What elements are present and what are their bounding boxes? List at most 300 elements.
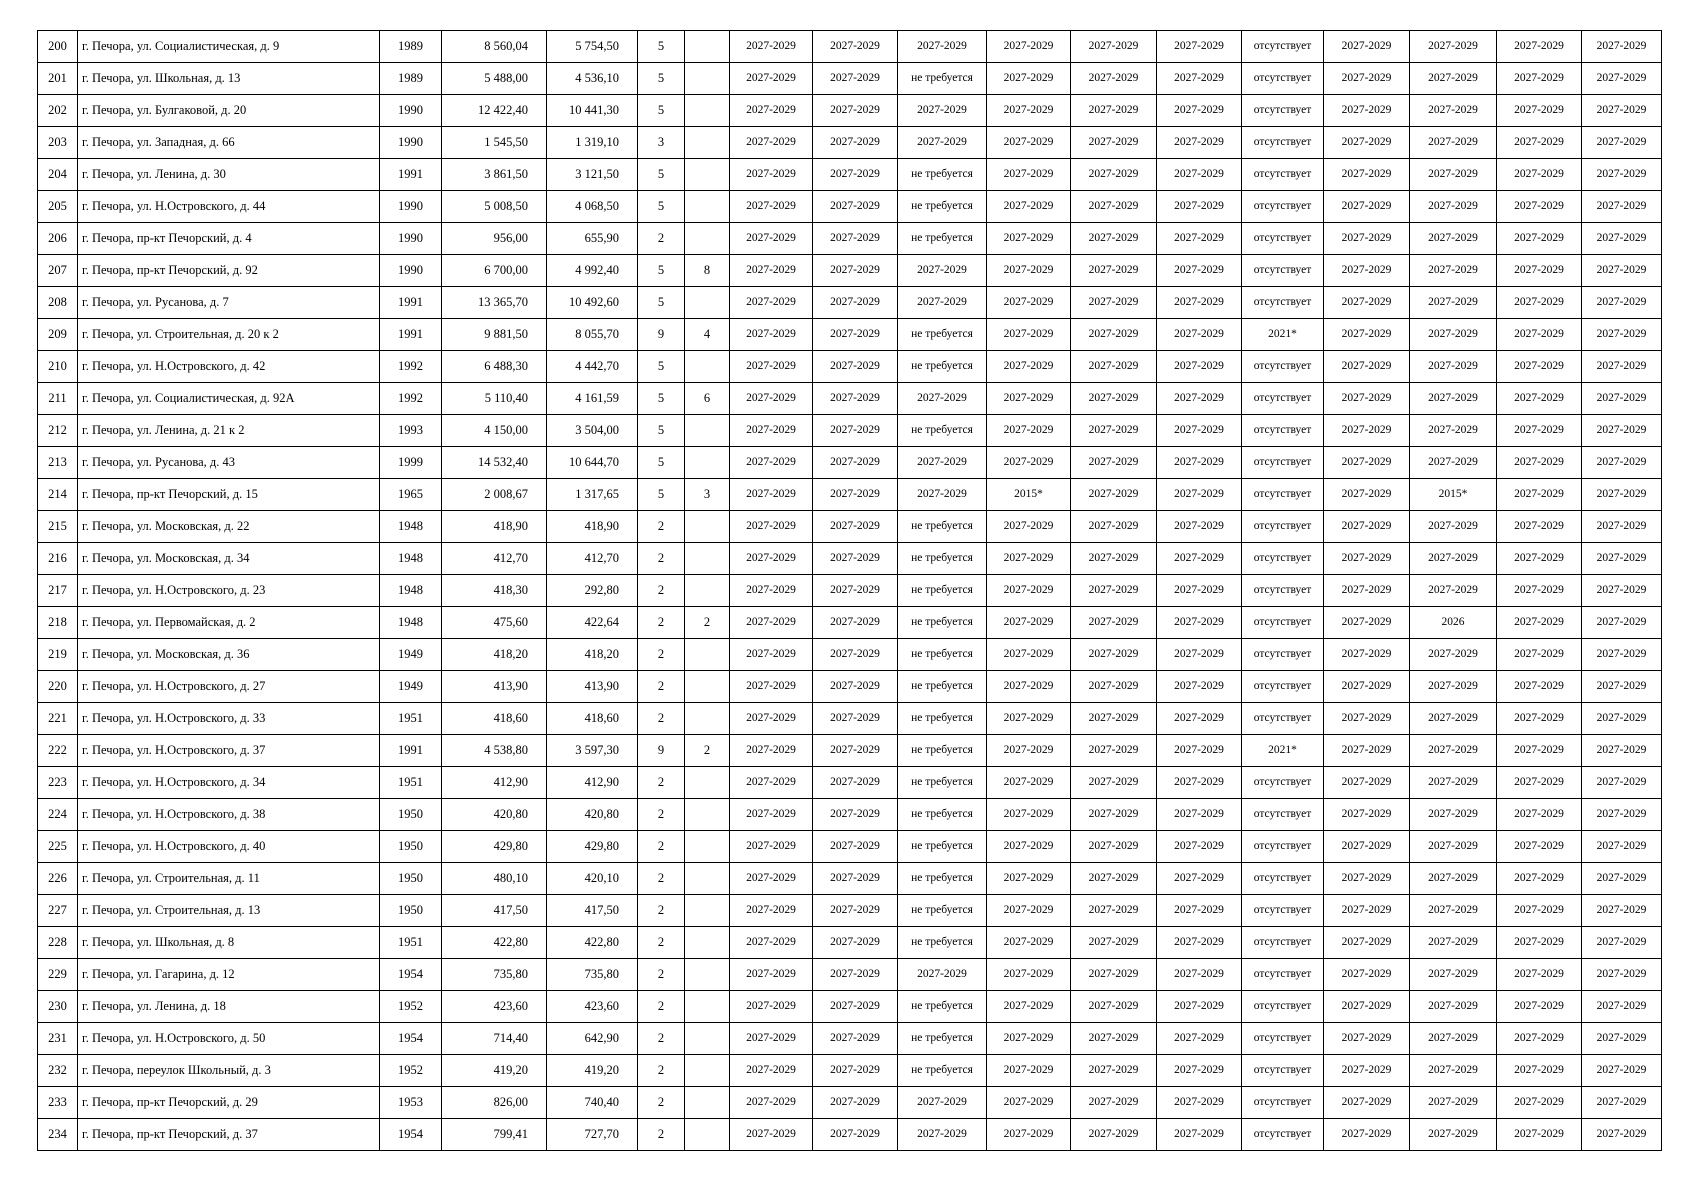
work-period-cell-7: отсутствует (1242, 799, 1324, 831)
work-period-cell-9: 2027-2029 (1410, 159, 1497, 191)
table-row (38, 831, 1662, 863)
work-period-cell-3: 2027-2029 (898, 287, 987, 319)
work-period-cell-3: 2027-2029 (898, 127, 987, 159)
work-period-cell-1: 2027-2029 (730, 383, 813, 415)
floors-cell: 5 (638, 159, 685, 191)
work-period-cell-4: 2027-2029 (987, 255, 1071, 287)
floors-cell: 2 (638, 767, 685, 799)
total-area-cell: 422,80 (442, 927, 547, 959)
work-period-cell-7: отсутствует (1242, 223, 1324, 255)
work-period-cell-5: 2027-2029 (1071, 671, 1157, 703)
work-period-cell-1: 2027-2029 (730, 287, 813, 319)
address-cell: г. Печора, ул. Н.Островского, д. 27 (78, 671, 380, 703)
work-period-cell-8: 2027-2029 (1324, 351, 1410, 383)
living-area-cell: 1 317,65 (547, 479, 638, 511)
row-number-cell: 205 (38, 191, 78, 223)
work-period-cell-11: 2027-2029 (1582, 319, 1662, 351)
extra-count-cell: 3 (685, 479, 730, 511)
total-area-cell: 8 560,04 (442, 31, 547, 63)
work-period-cell-11: 2027-2029 (1582, 671, 1662, 703)
year-cell: 1999 (380, 447, 442, 479)
work-period-cell-5: 2027-2029 (1071, 383, 1157, 415)
work-period-cell-8: 2027-2029 (1324, 703, 1410, 735)
work-period-cell-3: 2027-2029 (898, 447, 987, 479)
living-area-cell: 727,70 (547, 1119, 638, 1151)
work-period-cell-9: 2027-2029 (1410, 1087, 1497, 1119)
work-period-cell-9: 2026 (1410, 607, 1497, 639)
living-area-cell: 4 442,70 (547, 351, 638, 383)
work-period-cell-4: 2027-2029 (987, 319, 1071, 351)
row-number-cell: 210 (38, 351, 78, 383)
work-period-cell-3: не требуется (898, 1023, 987, 1055)
work-period-cell-11: 2027-2029 (1582, 127, 1662, 159)
floors-cell: 3 (638, 127, 685, 159)
work-period-cell-2: 2027-2029 (813, 415, 898, 447)
table-row (38, 191, 1662, 223)
work-period-cell-10: 2027-2029 (1497, 959, 1582, 991)
extra-count-cell: 2 (685, 735, 730, 767)
work-period-cell-3: не требуется (898, 863, 987, 895)
work-period-cell-7: отсутствует (1242, 1087, 1324, 1119)
address-cell: г. Печора, ул. Первомайская, д. 2 (78, 607, 380, 639)
year-cell: 1950 (380, 895, 442, 927)
extra-count-cell (685, 1023, 730, 1055)
work-period-cell-2: 2027-2029 (813, 703, 898, 735)
total-area-cell: 6 700,00 (442, 255, 547, 287)
work-period-cell-1: 2027-2029 (730, 671, 813, 703)
work-period-cell-2: 2027-2029 (813, 319, 898, 351)
living-area-cell: 429,80 (547, 831, 638, 863)
work-period-cell-4: 2027-2029 (987, 415, 1071, 447)
work-period-cell-8: 2027-2029 (1324, 831, 1410, 863)
extra-count-cell (685, 447, 730, 479)
work-period-cell-5: 2027-2029 (1071, 255, 1157, 287)
work-period-cell-10: 2027-2029 (1497, 639, 1582, 671)
row-number-cell: 201 (38, 63, 78, 95)
row-number-cell: 232 (38, 1055, 78, 1087)
table-row (38, 351, 1662, 383)
work-period-cell-7: отсутствует (1242, 927, 1324, 959)
work-period-cell-2: 2027-2029 (813, 863, 898, 895)
floors-cell: 9 (638, 319, 685, 351)
floors-cell: 5 (638, 415, 685, 447)
work-period-cell-7: отсутствует (1242, 159, 1324, 191)
work-period-cell-10: 2027-2029 (1497, 255, 1582, 287)
year-cell: 1949 (380, 639, 442, 671)
work-period-cell-10: 2027-2029 (1497, 1119, 1582, 1151)
address-cell: г. Печора, ул. Н.Островского, д. 44 (78, 191, 380, 223)
work-period-cell-3: не требуется (898, 319, 987, 351)
extra-count-cell (685, 351, 730, 383)
work-period-cell-3: не требуется (898, 895, 987, 927)
work-period-cell-9: 2027-2029 (1410, 703, 1497, 735)
work-period-cell-1: 2027-2029 (730, 511, 813, 543)
work-period-cell-2: 2027-2029 (813, 991, 898, 1023)
work-period-cell-6: 2027-2029 (1157, 863, 1242, 895)
work-period-cell-8: 2027-2029 (1324, 1023, 1410, 1055)
work-period-cell-7: отсутствует (1242, 383, 1324, 415)
work-period-cell-6: 2027-2029 (1157, 287, 1242, 319)
work-period-cell-11: 2027-2029 (1582, 607, 1662, 639)
work-period-cell-7: отсутствует (1242, 415, 1324, 447)
work-period-cell-1: 2027-2029 (730, 927, 813, 959)
work-period-cell-10: 2027-2029 (1497, 543, 1582, 575)
address-cell: г. Печора, пр-кт Печорский, д. 4 (78, 223, 380, 255)
work-period-cell-4: 2027-2029 (987, 767, 1071, 799)
work-period-cell-11: 2027-2029 (1582, 927, 1662, 959)
table-row (38, 927, 1662, 959)
living-area-cell: 422,64 (547, 607, 638, 639)
work-period-cell-3: 2027-2029 (898, 95, 987, 127)
table-row (38, 31, 1662, 63)
work-period-cell-8: 2027-2029 (1324, 639, 1410, 671)
work-period-cell-5: 2027-2029 (1071, 351, 1157, 383)
work-period-cell-7: отсутствует (1242, 767, 1324, 799)
year-cell: 1965 (380, 479, 442, 511)
floors-cell: 5 (638, 63, 685, 95)
total-area-cell: 799,41 (442, 1119, 547, 1151)
address-cell: г. Печора, ул. Школьная, д. 8 (78, 927, 380, 959)
work-period-cell-6: 2027-2029 (1157, 767, 1242, 799)
living-area-cell: 422,80 (547, 927, 638, 959)
work-period-cell-8: 2027-2029 (1324, 31, 1410, 63)
row-number-cell: 204 (38, 159, 78, 191)
work-period-cell-1: 2027-2029 (730, 543, 813, 575)
work-period-cell-4: 2027-2029 (987, 447, 1071, 479)
work-period-cell-5: 2027-2029 (1071, 607, 1157, 639)
year-cell: 1990 (380, 127, 442, 159)
table-row (38, 1055, 1662, 1087)
extra-count-cell (685, 287, 730, 319)
work-period-cell-3: не требуется (898, 831, 987, 863)
living-area-cell: 418,20 (547, 639, 638, 671)
work-period-cell-6: 2027-2029 (1157, 223, 1242, 255)
work-period-cell-8: 2027-2029 (1324, 287, 1410, 319)
year-cell: 1948 (380, 607, 442, 639)
work-period-cell-9: 2015* (1410, 479, 1497, 511)
row-number-cell: 219 (38, 639, 78, 671)
work-period-cell-10: 2027-2029 (1497, 415, 1582, 447)
year-cell: 1951 (380, 767, 442, 799)
work-period-cell-5: 2027-2029 (1071, 223, 1157, 255)
extra-count-cell (685, 895, 730, 927)
work-period-cell-4: 2027-2029 (987, 511, 1071, 543)
work-period-cell-11: 2027-2029 (1582, 447, 1662, 479)
total-area-cell: 418,30 (442, 575, 547, 607)
work-period-cell-5: 2027-2029 (1071, 1055, 1157, 1087)
work-period-cell-5: 2027-2029 (1071, 287, 1157, 319)
work-period-cell-4: 2027-2029 (987, 31, 1071, 63)
total-area-cell: 826,00 (442, 1087, 547, 1119)
work-period-cell-7: отсутствует (1242, 63, 1324, 95)
extra-count-cell (685, 639, 730, 671)
work-period-cell-5: 2027-2029 (1071, 863, 1157, 895)
row-number-cell: 203 (38, 127, 78, 159)
work-period-cell-1: 2027-2029 (730, 639, 813, 671)
floors-cell: 2 (638, 1087, 685, 1119)
work-period-cell-2: 2027-2029 (813, 735, 898, 767)
work-period-cell-4: 2027-2029 (987, 671, 1071, 703)
floors-cell: 2 (638, 863, 685, 895)
work-period-cell-10: 2027-2029 (1497, 447, 1582, 479)
extra-count-cell (685, 543, 730, 575)
work-period-cell-2: 2027-2029 (813, 255, 898, 287)
work-period-cell-6: 2027-2029 (1157, 31, 1242, 63)
work-period-cell-9: 2027-2029 (1410, 1119, 1497, 1151)
work-period-cell-8: 2027-2029 (1324, 799, 1410, 831)
work-period-cell-7: отсутствует (1242, 447, 1324, 479)
work-period-cell-11: 2027-2029 (1582, 575, 1662, 607)
work-period-cell-4: 2027-2029 (987, 543, 1071, 575)
work-period-cell-9: 2027-2029 (1410, 383, 1497, 415)
work-period-cell-1: 2027-2029 (730, 1087, 813, 1119)
work-period-cell-8: 2027-2029 (1324, 319, 1410, 351)
work-period-cell-11: 2027-2029 (1582, 959, 1662, 991)
floors-cell: 2 (638, 703, 685, 735)
work-period-cell-10: 2027-2029 (1497, 575, 1582, 607)
floors-cell: 2 (638, 991, 685, 1023)
work-period-cell-3: не требуется (898, 639, 987, 671)
work-period-cell-4: 2027-2029 (987, 223, 1071, 255)
living-area-cell: 418,60 (547, 703, 638, 735)
total-area-cell: 5 488,00 (442, 63, 547, 95)
work-period-cell-4: 2027-2029 (987, 959, 1071, 991)
table-row (38, 543, 1662, 575)
work-period-cell-9: 2027-2029 (1410, 1023, 1497, 1055)
work-period-cell-10: 2027-2029 (1497, 607, 1582, 639)
living-area-cell: 655,90 (547, 223, 638, 255)
work-period-cell-3: не требуется (898, 543, 987, 575)
work-period-cell-9: 2027-2029 (1410, 991, 1497, 1023)
table-row (38, 767, 1662, 799)
table-row (38, 895, 1662, 927)
work-period-cell-6: 2027-2029 (1157, 415, 1242, 447)
work-period-cell-6: 2027-2029 (1157, 799, 1242, 831)
address-cell: г. Печора, ул. Московская, д. 22 (78, 511, 380, 543)
extra-count-cell: 4 (685, 319, 730, 351)
address-cell: г. Печора, ул. Социалистическая, д. 92А (78, 383, 380, 415)
work-period-cell-10: 2027-2029 (1497, 799, 1582, 831)
work-period-cell-10: 2027-2029 (1497, 895, 1582, 927)
work-period-cell-4: 2027-2029 (987, 1055, 1071, 1087)
work-period-cell-11: 2027-2029 (1582, 799, 1662, 831)
work-period-cell-2: 2027-2029 (813, 799, 898, 831)
work-period-cell-4: 2027-2029 (987, 991, 1071, 1023)
work-period-cell-5: 2027-2029 (1071, 415, 1157, 447)
extra-count-cell (685, 799, 730, 831)
living-area-cell: 417,50 (547, 895, 638, 927)
work-period-cell-6: 2027-2029 (1157, 575, 1242, 607)
row-number-cell: 234 (38, 1119, 78, 1151)
work-period-cell-4: 2027-2029 (987, 95, 1071, 127)
address-cell: г. Печора, ул. Н.Островского, д. 37 (78, 735, 380, 767)
work-period-cell-4: 2027-2029 (987, 63, 1071, 95)
row-number-cell: 200 (38, 31, 78, 63)
work-period-cell-6: 2027-2029 (1157, 447, 1242, 479)
table-row (38, 63, 1662, 95)
work-period-cell-1: 2027-2029 (730, 1055, 813, 1087)
work-period-cell-1: 2027-2029 (730, 735, 813, 767)
address-cell: г. Печора, ул. Ленина, д. 18 (78, 991, 380, 1023)
work-period-cell-10: 2027-2029 (1497, 191, 1582, 223)
work-period-cell-6: 2027-2029 (1157, 95, 1242, 127)
work-period-cell-2: 2027-2029 (813, 543, 898, 575)
total-area-cell: 2 008,67 (442, 479, 547, 511)
total-area-cell: 1 545,50 (442, 127, 547, 159)
work-period-cell-3: не требуется (898, 159, 987, 191)
row-number-cell: 226 (38, 863, 78, 895)
work-period-cell-10: 2027-2029 (1497, 479, 1582, 511)
table-body (38, 31, 1662, 1151)
work-period-cell-10: 2027-2029 (1497, 351, 1582, 383)
row-number-cell: 207 (38, 255, 78, 287)
work-period-cell-7: отсутствует (1242, 511, 1324, 543)
work-period-cell-1: 2027-2029 (730, 1023, 813, 1055)
work-period-cell-7: отсутствует (1242, 95, 1324, 127)
work-period-cell-6: 2027-2029 (1157, 127, 1242, 159)
living-area-cell: 418,90 (547, 511, 638, 543)
work-period-cell-7: отсутствует (1242, 639, 1324, 671)
work-period-cell-3: не требуется (898, 1055, 987, 1087)
work-period-cell-1: 2027-2029 (730, 415, 813, 447)
work-period-cell-11: 2027-2029 (1582, 95, 1662, 127)
work-period-cell-11: 2027-2029 (1582, 831, 1662, 863)
address-cell: г. Печора, ул. Н.Островского, д. 38 (78, 799, 380, 831)
total-area-cell: 13 365,70 (442, 287, 547, 319)
address-cell: г. Печора, ул. Н.Островского, д. 40 (78, 831, 380, 863)
work-period-cell-9: 2027-2029 (1410, 671, 1497, 703)
work-period-cell-1: 2027-2029 (730, 223, 813, 255)
floors-cell: 2 (638, 927, 685, 959)
work-period-cell-10: 2027-2029 (1497, 735, 1582, 767)
year-cell: 1948 (380, 511, 442, 543)
row-number-cell: 225 (38, 831, 78, 863)
year-cell: 1992 (380, 383, 442, 415)
work-period-cell-5: 2027-2029 (1071, 735, 1157, 767)
year-cell: 1951 (380, 927, 442, 959)
floors-cell: 2 (638, 1055, 685, 1087)
table-row (38, 991, 1662, 1023)
work-period-cell-5: 2027-2029 (1071, 959, 1157, 991)
work-period-cell-6: 2027-2029 (1157, 927, 1242, 959)
address-cell: г. Печора, ул. Н.Островского, д. 23 (78, 575, 380, 607)
work-period-cell-6: 2027-2029 (1157, 959, 1242, 991)
work-period-cell-2: 2027-2029 (813, 671, 898, 703)
row-number-cell: 220 (38, 671, 78, 703)
work-period-cell-3: 2027-2029 (898, 959, 987, 991)
work-period-cell-4: 2027-2029 (987, 1087, 1071, 1119)
work-period-cell-11: 2027-2029 (1582, 991, 1662, 1023)
work-period-cell-4: 2027-2029 (987, 351, 1071, 383)
work-period-cell-5: 2027-2029 (1071, 927, 1157, 959)
row-number-cell: 227 (38, 895, 78, 927)
work-period-cell-1: 2027-2029 (730, 895, 813, 927)
table-row (38, 703, 1662, 735)
address-cell: г. Печора, ул. Западная, д. 66 (78, 127, 380, 159)
work-period-cell-8: 2027-2029 (1324, 255, 1410, 287)
work-period-cell-8: 2027-2029 (1324, 479, 1410, 511)
work-period-cell-8: 2027-2029 (1324, 1055, 1410, 1087)
living-area-cell: 10 644,70 (547, 447, 638, 479)
floors-cell: 2 (638, 799, 685, 831)
work-period-cell-10: 2027-2029 (1497, 671, 1582, 703)
work-period-cell-6: 2027-2029 (1157, 607, 1242, 639)
total-area-cell: 413,90 (442, 671, 547, 703)
row-number-cell: 208 (38, 287, 78, 319)
extra-count-cell (685, 831, 730, 863)
extra-count-cell (685, 863, 730, 895)
work-period-cell-11: 2027-2029 (1582, 159, 1662, 191)
work-period-cell-10: 2027-2029 (1497, 1087, 1582, 1119)
work-period-cell-1: 2027-2029 (730, 319, 813, 351)
address-cell: г. Печора, ул. Ленина, д. 30 (78, 159, 380, 191)
work-period-cell-10: 2027-2029 (1497, 159, 1582, 191)
work-period-cell-9: 2027-2029 (1410, 127, 1497, 159)
floors-cell: 5 (638, 479, 685, 511)
living-area-cell: 412,90 (547, 767, 638, 799)
work-period-cell-2: 2027-2029 (813, 351, 898, 383)
work-period-cell-10: 2027-2029 (1497, 63, 1582, 95)
floors-cell: 2 (638, 607, 685, 639)
year-cell: 1989 (380, 31, 442, 63)
living-area-cell: 740,40 (547, 1087, 638, 1119)
work-period-cell-8: 2027-2029 (1324, 671, 1410, 703)
work-period-cell-8: 2027-2029 (1324, 415, 1410, 447)
address-cell: г. Печора, ул. Н.Островского, д. 50 (78, 1023, 380, 1055)
work-period-cell-2: 2027-2029 (813, 479, 898, 511)
work-period-cell-5: 2027-2029 (1071, 991, 1157, 1023)
work-period-cell-3: не требуется (898, 927, 987, 959)
work-period-cell-7: отсутствует (1242, 351, 1324, 383)
living-area-cell: 420,80 (547, 799, 638, 831)
work-period-cell-5: 2027-2029 (1071, 127, 1157, 159)
table-row (38, 607, 1662, 639)
work-period-cell-9: 2027-2029 (1410, 287, 1497, 319)
total-area-cell: 419,20 (442, 1055, 547, 1087)
living-area-cell: 413,90 (547, 671, 638, 703)
work-period-cell-11: 2027-2029 (1582, 863, 1662, 895)
housing-repair-schedule-table (37, 30, 1662, 1151)
work-period-cell-8: 2027-2029 (1324, 927, 1410, 959)
work-period-cell-10: 2027-2029 (1497, 31, 1582, 63)
work-period-cell-2: 2027-2029 (813, 95, 898, 127)
extra-count-cell: 8 (685, 255, 730, 287)
total-area-cell: 5 110,40 (442, 383, 547, 415)
living-area-cell: 3 597,30 (547, 735, 638, 767)
living-area-cell: 8 055,70 (547, 319, 638, 351)
work-period-cell-2: 2027-2029 (813, 223, 898, 255)
table-row (38, 287, 1662, 319)
work-period-cell-4: 2027-2029 (987, 191, 1071, 223)
work-period-cell-2: 2027-2029 (813, 1087, 898, 1119)
total-area-cell: 418,20 (442, 639, 547, 671)
work-period-cell-1: 2027-2029 (730, 575, 813, 607)
work-period-cell-7: отсутствует (1242, 575, 1324, 607)
address-cell: г. Печора, ул. Социалистическая, д. 9 (78, 31, 380, 63)
work-period-cell-6: 2027-2029 (1157, 703, 1242, 735)
work-period-cell-10: 2027-2029 (1497, 383, 1582, 415)
work-period-cell-2: 2027-2029 (813, 1055, 898, 1087)
floors-cell: 2 (638, 575, 685, 607)
total-area-cell: 12 422,40 (442, 95, 547, 127)
work-period-cell-6: 2027-2029 (1157, 1087, 1242, 1119)
year-cell: 1990 (380, 223, 442, 255)
extra-count-cell (685, 767, 730, 799)
extra-count-cell (685, 511, 730, 543)
work-period-cell-5: 2027-2029 (1071, 191, 1157, 223)
extra-count-cell (685, 1087, 730, 1119)
work-period-cell-3: 2027-2029 (898, 479, 987, 511)
